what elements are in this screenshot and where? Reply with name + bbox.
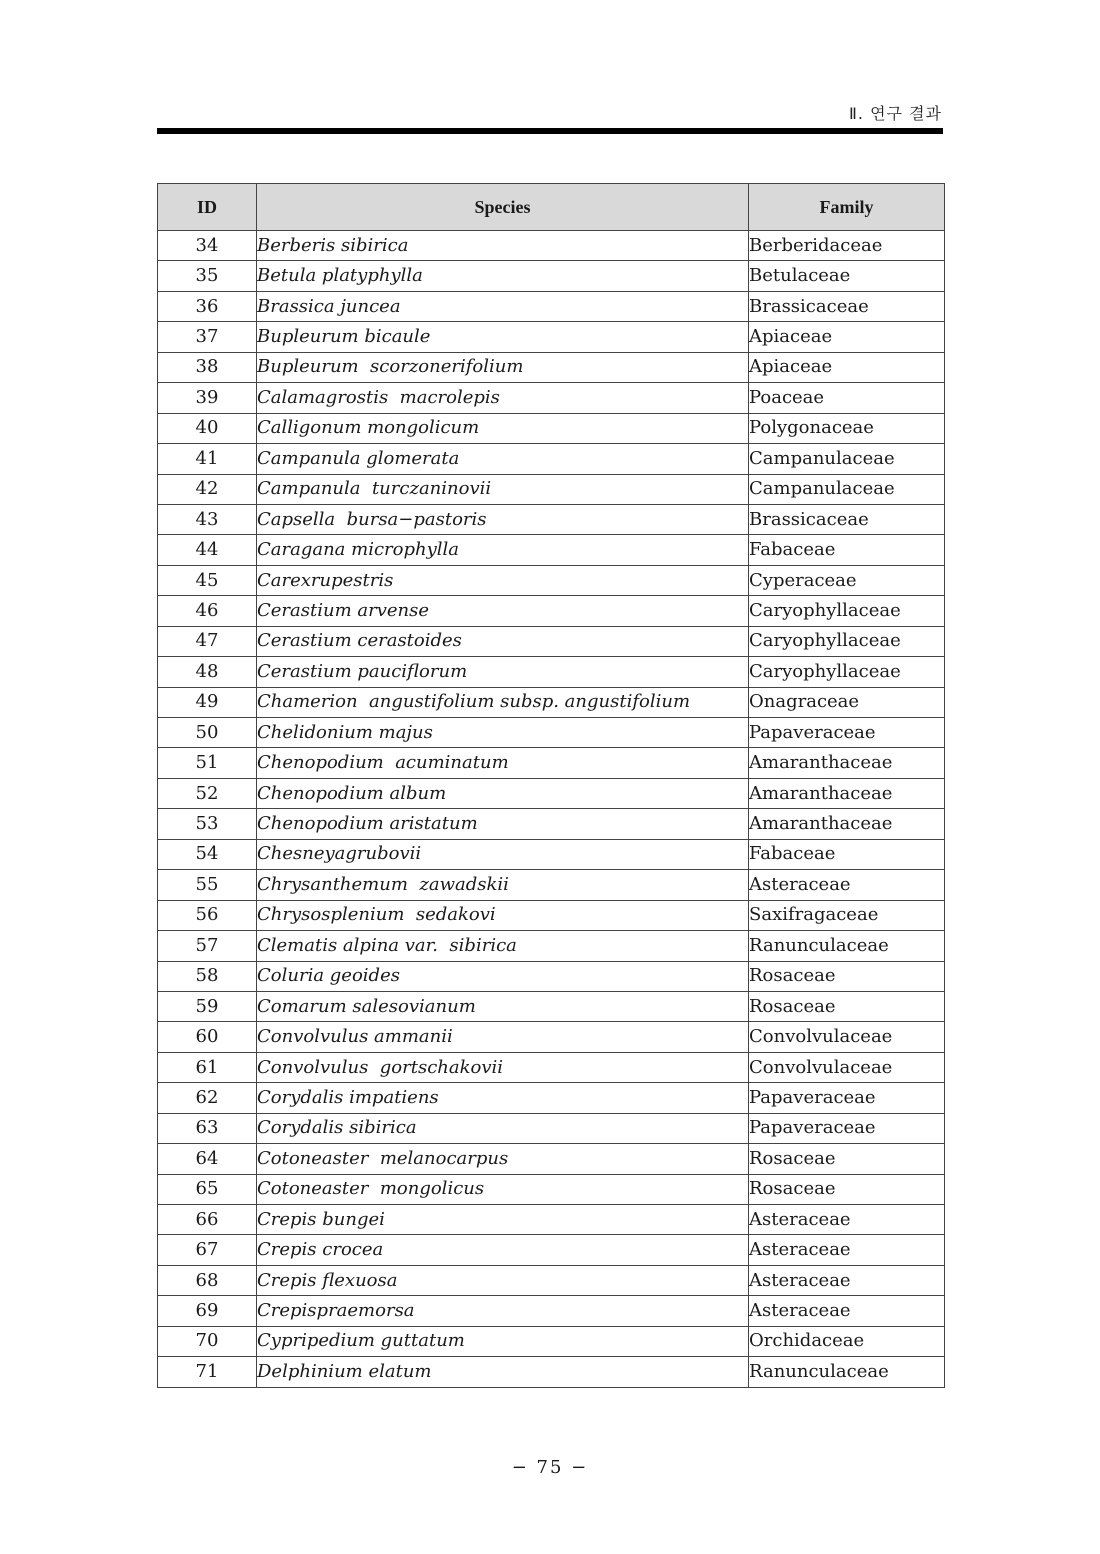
cell-species: Delphinium elatum xyxy=(257,1357,749,1387)
table-row xyxy=(158,261,945,291)
cell-id: 47 xyxy=(158,626,257,656)
cell-species: Campanula turczaninovii xyxy=(257,474,749,504)
cell-species: Comarum salesovianum xyxy=(257,991,749,1021)
cell-species: Cotoneaster mongolicus xyxy=(257,1174,749,1204)
cell-id: 51 xyxy=(158,748,257,778)
table-row xyxy=(158,1113,945,1143)
table-row xyxy=(158,1174,945,1204)
table-row xyxy=(158,687,945,717)
cell-id: 67 xyxy=(158,1235,257,1265)
cell-family: Orchidaceae xyxy=(749,1326,945,1356)
cell-family: Apiaceae xyxy=(749,352,945,382)
species-table xyxy=(157,183,945,1388)
column-header-species: Species xyxy=(257,184,749,231)
cell-species: Convolvulus gortschakovii xyxy=(257,1052,749,1082)
cell-family: Convolvulaceae xyxy=(749,1052,945,1082)
cell-family: Amaranthaceae xyxy=(749,748,945,778)
cell-family: Rosaceae xyxy=(749,961,945,991)
cell-species: Campanula glomerata xyxy=(257,444,749,474)
cell-family: Berberidaceae xyxy=(749,231,945,261)
cell-species: Chrysosplenium sedakovi xyxy=(257,900,749,930)
cell-species: Crepis crocea xyxy=(257,1235,749,1265)
cell-species: Capsella bursa−pastoris xyxy=(257,504,749,534)
cell-id: 57 xyxy=(158,931,257,961)
cell-species: Bupleurum scorzonerifolium xyxy=(257,352,749,382)
cell-family: Apiaceae xyxy=(749,322,945,352)
cell-id: 69 xyxy=(158,1296,257,1326)
cell-species: Berberis sibirica xyxy=(257,231,749,261)
cell-id: 35 xyxy=(158,261,257,291)
cell-id: 63 xyxy=(158,1113,257,1143)
cell-family: Brassicaceae xyxy=(749,504,945,534)
table-row xyxy=(158,778,945,808)
cell-species: Chrysanthemum zawadskii xyxy=(257,870,749,900)
cell-species: Chesneyagrubovii xyxy=(257,839,749,869)
cell-id: 56 xyxy=(158,900,257,930)
table-row xyxy=(158,1052,945,1082)
cell-id: 38 xyxy=(158,352,257,382)
cell-species: Bupleurum bicaule xyxy=(257,322,749,352)
cell-species: Brassica juncea xyxy=(257,291,749,321)
cell-family: Rosaceae xyxy=(749,991,945,1021)
cell-species: Caragana microphylla xyxy=(257,535,749,565)
cell-id: 50 xyxy=(158,718,257,748)
cell-family: Betulaceae xyxy=(749,261,945,291)
cell-family: Fabaceae xyxy=(749,839,945,869)
cell-id: 64 xyxy=(158,1144,257,1174)
cell-species: Crepis flexuosa xyxy=(257,1265,749,1295)
cell-species: Corydalis sibirica xyxy=(257,1113,749,1143)
cell-id: 70 xyxy=(158,1326,257,1356)
cell-species: Cerastium cerastoides xyxy=(257,626,749,656)
cell-id: 66 xyxy=(158,1205,257,1235)
cell-family: Poaceae xyxy=(749,383,945,413)
cell-species: Chenopodium acuminatum xyxy=(257,748,749,778)
cell-id: 61 xyxy=(158,1052,257,1082)
table-row xyxy=(158,1296,945,1326)
cell-family: Asteraceae xyxy=(749,1265,945,1295)
cell-species: Chenopodium aristatum xyxy=(257,809,749,839)
table-row xyxy=(158,931,945,961)
cell-species: Convolvulus ammanii xyxy=(257,1022,749,1052)
cell-id: 43 xyxy=(158,504,257,534)
table-row xyxy=(158,809,945,839)
table-row xyxy=(158,1022,945,1052)
cell-species: Chenopodium album xyxy=(257,778,749,808)
table-row xyxy=(158,413,945,443)
table-row xyxy=(158,1144,945,1174)
cell-id: 37 xyxy=(158,322,257,352)
cell-id: 48 xyxy=(158,657,257,687)
cell-species: Cypripedium guttatum xyxy=(257,1326,749,1356)
cell-species: Calamagrostis macrolepis xyxy=(257,383,749,413)
table-row xyxy=(158,231,945,261)
table-row xyxy=(158,444,945,474)
table-row xyxy=(158,1357,945,1387)
cell-species: Coluria geoides xyxy=(257,961,749,991)
cell-id: 36 xyxy=(158,291,257,321)
cell-species: Calligonum mongolicum xyxy=(257,413,749,443)
table-row xyxy=(158,991,945,1021)
cell-family: Convolvulaceae xyxy=(749,1022,945,1052)
cell-species: Cerastium pauciflorum xyxy=(257,657,749,687)
cell-family: Amaranthaceae xyxy=(749,809,945,839)
cell-family: Caryophyllaceae xyxy=(749,626,945,656)
column-header-family: Family xyxy=(749,184,945,231)
cell-id: 54 xyxy=(158,839,257,869)
cell-id: 68 xyxy=(158,1265,257,1295)
cell-family: Ranunculaceae xyxy=(749,1357,945,1387)
cell-id: 41 xyxy=(158,444,257,474)
cell-family: Papaveraceae xyxy=(749,718,945,748)
cell-family: Papaveraceae xyxy=(749,1113,945,1143)
cell-family: Ranunculaceae xyxy=(749,931,945,961)
cell-family: Brassicaceae xyxy=(749,291,945,321)
table-row xyxy=(158,961,945,991)
cell-species: Clematis alpina var. sibirica xyxy=(257,931,749,961)
column-header-id: ID xyxy=(158,184,257,231)
table-row xyxy=(158,504,945,534)
cell-id: 45 xyxy=(158,565,257,595)
cell-id: 52 xyxy=(158,778,257,808)
cell-species: Crepispraemorsa xyxy=(257,1296,749,1326)
cell-species: Crepis bungei xyxy=(257,1205,749,1235)
cell-id: 44 xyxy=(158,535,257,565)
cell-family: Papaveraceae xyxy=(749,1083,945,1113)
cell-family: Saxifragaceae xyxy=(749,900,945,930)
cell-family: Fabaceae xyxy=(749,535,945,565)
cell-family: Caryophyllaceae xyxy=(749,657,945,687)
cell-family: Cyperaceae xyxy=(749,565,945,595)
cell-id: 40 xyxy=(158,413,257,443)
table-row xyxy=(158,657,945,687)
table-row xyxy=(158,1265,945,1295)
cell-species: Chelidonium majus xyxy=(257,718,749,748)
table-row xyxy=(158,322,945,352)
cell-family: Asteraceae xyxy=(749,1235,945,1265)
cell-id: 65 xyxy=(158,1174,257,1204)
cell-id: 46 xyxy=(158,596,257,626)
cell-id: 59 xyxy=(158,991,257,1021)
cell-id: 55 xyxy=(158,870,257,900)
cell-id: 53 xyxy=(158,809,257,839)
cell-id: 39 xyxy=(158,383,257,413)
table-row xyxy=(158,839,945,869)
table-row xyxy=(158,474,945,504)
header-rule xyxy=(157,128,943,134)
table-row xyxy=(158,1205,945,1235)
table-row xyxy=(158,383,945,413)
table-row xyxy=(158,1235,945,1265)
cell-family: Polygonaceae xyxy=(749,413,945,443)
cell-family: Asteraceae xyxy=(749,870,945,900)
table-row xyxy=(158,870,945,900)
cell-species: Cerastium arvense xyxy=(257,596,749,626)
section-header: Ⅱ. 연구 결과 xyxy=(849,104,942,123)
table-row xyxy=(158,352,945,382)
cell-family: Rosaceae xyxy=(749,1144,945,1174)
cell-species: Chamerion angustifolium subsp. angustifolium xyxy=(257,687,749,717)
cell-family: Caryophyllaceae xyxy=(749,596,945,626)
table-row xyxy=(158,1326,945,1356)
cell-id: 60 xyxy=(158,1022,257,1052)
cell-family: Rosaceae xyxy=(749,1174,945,1204)
cell-family: Campanulaceae xyxy=(749,444,945,474)
cell-id: 49 xyxy=(158,687,257,717)
table-row xyxy=(158,626,945,656)
cell-family: Onagraceae xyxy=(749,687,945,717)
table-row xyxy=(158,291,945,321)
table-row xyxy=(158,718,945,748)
table-header-row xyxy=(158,184,945,231)
cell-species: Cotoneaster melanocarpus xyxy=(257,1144,749,1174)
cell-family: Asteraceae xyxy=(749,1205,945,1235)
cell-family: Asteraceae xyxy=(749,1296,945,1326)
cell-id: 62 xyxy=(158,1083,257,1113)
cell-id: 42 xyxy=(158,474,257,504)
table-row xyxy=(158,596,945,626)
table-row xyxy=(158,900,945,930)
table-row xyxy=(158,748,945,778)
cell-family: Amaranthaceae xyxy=(749,778,945,808)
cell-species: Betula platyphylla xyxy=(257,261,749,291)
page-number: − 75 − xyxy=(511,1457,589,1478)
table-row xyxy=(158,1083,945,1113)
table-row xyxy=(158,535,945,565)
cell-species: Corydalis impatiens xyxy=(257,1083,749,1113)
cell-id: 34 xyxy=(158,231,257,261)
cell-species: Carexrupestris xyxy=(257,565,749,595)
cell-id: 58 xyxy=(158,961,257,991)
cell-family: Campanulaceae xyxy=(749,474,945,504)
cell-id: 71 xyxy=(158,1357,257,1387)
table-row xyxy=(158,565,945,595)
